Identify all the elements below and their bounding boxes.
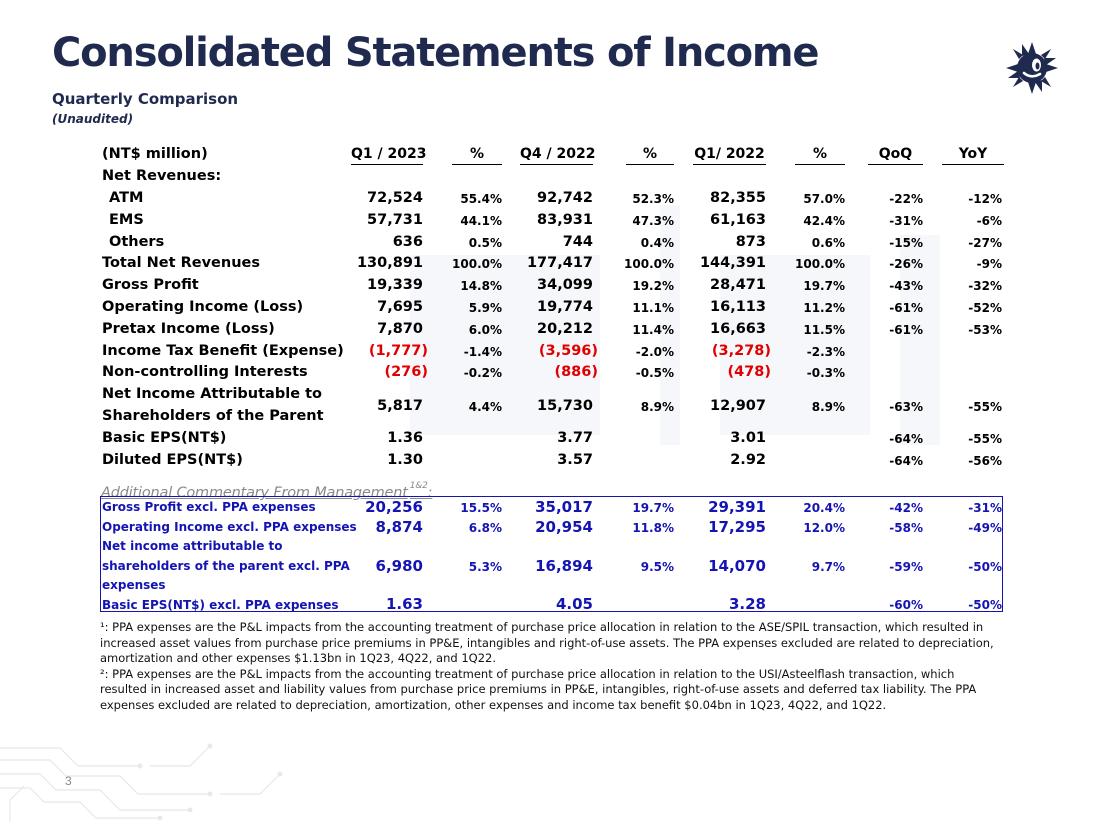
row-label: EMS [109,211,144,228]
page-number: 3 [65,774,72,788]
footnote-1: ¹: PPA expenses are the P&L impacts from the accounting treatment of purchase price allocation in relation to the ASE/SPIL transaction, which resulted in increased asset values from purchase price premiums in PP&E, intangibles and right-of-use assets. The PPA expenses excluded are related to depreciation, amortization and other expenses $1.13bn in 1Q23, 4Q22, and 1Q22. [100,620,994,665]
commentary-value: 20,256 [365,498,423,516]
column-header: QoQ [878,146,913,162]
commentary-percent: -50% [968,598,1002,612]
commentary-row-label-continued: shareholders of the parent excl. PPA [102,559,350,573]
footnotes [100,620,995,713]
row-percent: -43% [889,279,923,294]
commentary-value: 17,295 [708,518,766,536]
column-header: YoY [958,146,988,162]
commentary-row-label: Basic EPS(NT$) excl. PPA expenses [102,598,339,612]
commentary-heading-text: Additional Commentary From Management [101,485,408,501]
commentary-percent: -42% [889,501,923,515]
row-percent: 52.3% [632,192,674,206]
row-percent: 55.4% [460,192,502,206]
column-header-underline [942,164,1004,165]
commentary-value: 16,894 [535,557,593,575]
page-subtitle: Quarterly Comparison [52,90,239,108]
row-label: Others [109,233,165,250]
row-percent: -53% [968,322,1002,337]
commentary-percent: 11.8% [632,521,674,535]
commentary-percent: -58% [889,521,923,535]
row-value: 144,391 [699,255,766,272]
commentary-value: 1.63 [385,595,423,613]
column-header: % [469,146,485,162]
row-percent: -64% [889,454,923,468]
row-percent: -12% [968,192,1002,206]
row-value: 72,524 [367,190,423,206]
row-percent: -56% [968,454,1002,468]
row-percent: -22% [889,192,923,206]
row-percent: -15% [889,235,923,250]
row-percent: 11.5% [803,322,845,337]
row-percent: -0.3% [806,366,845,381]
page-title: Consolidated Statements of Income [52,30,819,76]
commentary-percent: -59% [889,560,923,574]
commentary-percent: -49% [968,521,1002,535]
row-value: 7,870 [377,320,423,337]
column-header-underline [452,164,502,165]
row-value: 16,663 [710,320,766,337]
commentary-value: 14,070 [708,557,766,575]
commentary-heading-colon: : [427,485,433,501]
row-percent: 100.0% [795,257,845,272]
commentary-percent: 6.8% [468,521,502,535]
commentary-value: 8,874 [375,518,423,536]
commentary-percent: -50% [968,560,1002,574]
row-value: (3,278) [711,342,771,359]
row-value: 16,113 [710,299,766,315]
column-header-underline [351,164,423,165]
commentary-percent: 15.5% [460,501,502,515]
row-percent: 14.8% [460,279,502,294]
row-percent: -2.3% [806,344,845,359]
row-value: 1.30 [387,452,423,468]
commentary-percent: 9.5% [640,560,674,574]
row-percent: 19.2% [632,279,674,294]
circuit-pattern-decoration [0,730,300,822]
row-value: 19,774 [537,299,593,315]
row-percent: -32% [968,279,1002,294]
commentary-percent: 12.0% [803,521,845,535]
row-percent: -0.2% [463,366,502,381]
commentary-row-label: Gross Profit excl. PPA expenses [102,500,316,514]
row-value: 5,817 [377,398,423,415]
row-percent: -27% [968,235,1002,250]
row-percent: 0.5% [468,235,502,250]
commentary-value: 6,980 [375,557,423,575]
commentary-percent: 5.3% [468,560,502,574]
column-header: Q1 / 2023 [351,146,427,162]
row-percent: 8.9% [640,400,674,415]
unit-label: (NT$ million) [102,146,208,162]
column-header-underline [795,164,845,165]
row-label: Pretax Income (Loss) [102,320,275,337]
row-value: (478) [727,364,771,381]
row-percent: -55% [968,400,1002,415]
row-percent: -61% [889,322,923,337]
column-header-underline [520,164,593,165]
row-percent: 47.3% [632,213,674,228]
column-header: Q4 / 2022 [520,146,596,162]
row-percent: -64% [889,432,923,447]
unaudited-note: (Unaudited) [52,112,134,126]
section-label: Net Revenues: [102,168,222,184]
row-value: 19,339 [367,277,423,294]
commentary-value: 29,391 [708,498,766,516]
commentary-heading-footnote-ref: 1&2 [409,481,428,491]
commentary-percent: 19.7% [632,501,674,515]
commentary-value: 20,954 [535,518,593,536]
row-percent: 100.0% [452,257,502,272]
row-percent: -6% [976,213,1002,228]
row-value: 3.77 [557,430,593,447]
row-value: 7,695 [377,299,423,315]
row-percent: 4.4% [468,400,502,415]
row-value: 20,212 [537,320,593,337]
column-header-underline [693,164,766,165]
commentary-percent: -60% [889,598,923,612]
row-percent: -55% [968,432,1002,447]
ase-sun-logo-icon [1004,40,1060,96]
row-value: 34,099 [537,277,593,294]
row-value: 3.01 [730,430,766,447]
row-label: ATM [109,190,144,206]
row-value: 92,742 [537,190,593,206]
commentary-percent: 20.4% [803,501,845,515]
row-label: Operating Income (Loss) [102,299,304,315]
row-value: 130,891 [356,255,423,272]
row-value: 83,931 [537,211,593,228]
row-value: 28,471 [710,277,766,294]
row-label: Income Tax Benefit (Expense) [102,342,344,359]
row-label: Net Income Attributable to [102,386,322,403]
row-percent: 11.4% [632,322,674,337]
row-percent: 8.9% [811,400,845,415]
row-label: Gross Profit [102,277,199,294]
commentary-value: 3.28 [728,595,766,613]
row-percent: 5.9% [468,301,502,315]
footnote-2: ²: PPA expenses are the P&L impacts from the accounting treatment of purchase price allocation in relation to the USI/Asteelflash transaction, which resulted in increased asset and liability values from purchase price premiums in PP&E, intangibles, right-of-use assets and deferred tax liability. The PPA expenses excluded are related to depreciation, amortization, other expenses and income tax benefit $0.04bn in 1Q23, 4Q22, and 1Q22. [100,666,977,712]
row-value: 744 [562,233,593,250]
row-value: 177,417 [526,255,593,272]
column-header: % [812,146,828,162]
row-percent: 0.4% [640,235,674,250]
row-label: Diluted EPS(NT$) [102,452,243,468]
row-percent: 42.4% [803,213,845,228]
commentary-value: 35,017 [535,498,593,516]
row-value: 82,355 [710,190,766,206]
row-percent: -9% [976,257,1002,272]
row-value: (3,596) [538,342,598,359]
commentary-value: 4.05 [555,595,593,613]
commentary-row-label-continued: expenses [102,578,166,592]
commentary-percent: 9.7% [811,560,845,574]
row-percent: -61% [889,301,923,315]
row-percent: -52% [968,301,1002,315]
row-percent: 57.0% [803,192,845,206]
row-value: (886) [554,364,598,381]
column-header-underline [868,164,923,165]
row-percent: 19.7% [803,279,845,294]
column-header: Q1/ 2022 [694,146,765,162]
row-percent: -31% [889,213,923,228]
row-label-continued: Shareholders of the Parent [102,408,324,425]
row-percent: -0.5% [635,366,674,381]
row-percent: -26% [889,257,923,272]
row-label: Total Net Revenues [102,255,261,272]
row-value: 61,163 [710,211,766,228]
row-percent: 11.2% [803,301,845,315]
row-percent: -2.0% [635,344,674,359]
row-percent: 0.6% [811,235,845,250]
column-header-underline [626,164,674,165]
row-value: (276) [384,364,428,381]
row-value: 1.36 [387,430,423,447]
row-percent: 11.1% [632,301,674,315]
column-header: % [642,146,658,162]
commentary-percent: -31% [968,501,1002,515]
row-percent: -1.4% [463,344,502,359]
row-percent: 6.0% [468,322,502,337]
row-percent: 100.0% [624,257,674,272]
commentary-row-label: Operating Income excl. PPA expenses [102,520,357,534]
row-percent: 44.1% [460,213,502,228]
row-value: 636 [392,233,423,250]
row-value: 2.92 [730,452,766,468]
row-percent: -63% [889,400,923,415]
row-value: 57,731 [367,211,423,228]
row-value: 873 [735,233,766,250]
row-value: 15,730 [537,398,593,415]
commentary-row-label: Net income attributable to [102,539,283,553]
row-value: (1,777) [368,342,428,359]
row-label: Non-controlling Interests [102,364,308,381]
row-value: 12,907 [710,398,766,415]
row-value: 3.57 [557,452,593,468]
row-label: Basic EPS(NT$) [102,430,227,447]
